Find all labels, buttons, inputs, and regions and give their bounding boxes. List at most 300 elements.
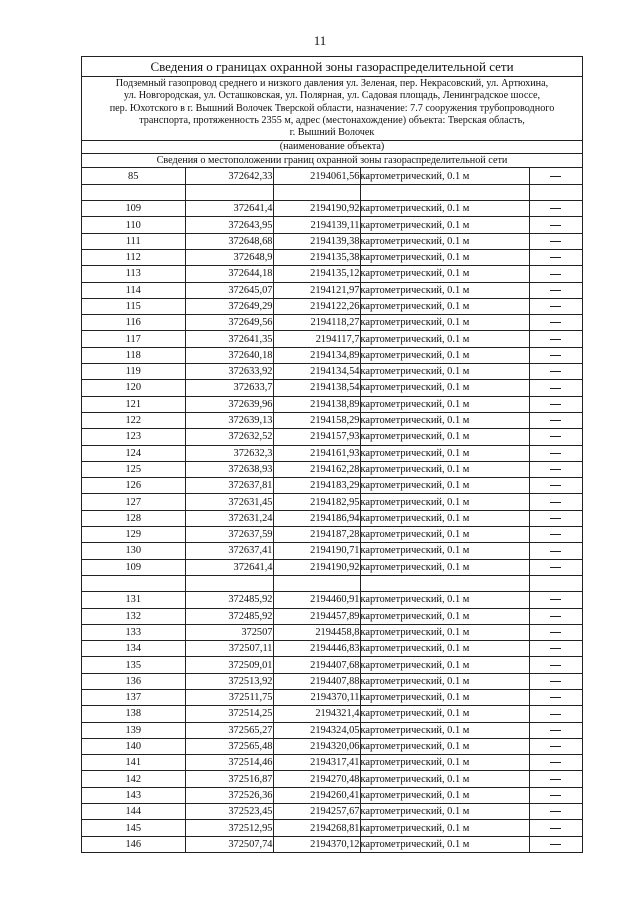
dash-mark — [550, 714, 561, 715]
method-cell: картометрический, 0.1 м — [360, 771, 529, 787]
dash-mark — [550, 534, 561, 535]
y-coordinate-cell: 2194122,26 — [273, 298, 360, 314]
y-coordinate-cell: 2194268,81 — [273, 820, 360, 836]
point-number-cell — [82, 575, 185, 591]
y-coordinate-cell — [273, 184, 360, 200]
y-coordinate-cell: 2194187,28 — [273, 527, 360, 543]
y-coordinate-cell: 2194460,91 — [273, 592, 360, 608]
dash-mark — [550, 844, 561, 845]
dash-mark — [550, 339, 561, 340]
point-number-cell: 142 — [82, 771, 185, 787]
method-cell: картометрический, 0.1 м — [360, 478, 529, 494]
y-coordinate-cell: 2194317,41 — [273, 755, 360, 771]
point-number-cell: 128 — [82, 510, 185, 526]
error-cell — [529, 478, 582, 494]
method-cell: картометрический, 0.1 м — [360, 364, 529, 380]
error-cell — [529, 364, 582, 380]
point-number-cell: 114 — [82, 282, 185, 298]
table-row — [82, 461, 582, 477]
y-coordinate-cell: 2194257,67 — [273, 804, 360, 820]
dash-mark — [550, 257, 561, 258]
x-coordinate-cell: 372641,4 — [185, 559, 273, 575]
method-cell: картометрический, 0.1 м — [360, 706, 529, 722]
error-cell — [529, 689, 582, 705]
point-number-cell: 131 — [82, 592, 185, 608]
object-name-note: (наименование объекта) — [82, 141, 582, 154]
error-cell — [529, 184, 582, 200]
method-cell: картометрический, 0.1 м — [360, 201, 529, 217]
error-cell — [529, 168, 582, 184]
point-number-cell: 122 — [82, 412, 185, 428]
dash-mark — [550, 322, 561, 323]
dash-mark — [550, 436, 561, 437]
method-cell: картометрический, 0.1 м — [360, 266, 529, 282]
method-cell: картометрический, 0.1 м — [360, 445, 529, 461]
y-coordinate-cell: 2194270,48 — [273, 771, 360, 787]
table-row — [82, 820, 582, 836]
table-row — [82, 347, 582, 363]
table-row — [82, 771, 582, 787]
y-coordinate-cell: 2194260,41 — [273, 787, 360, 803]
error-cell — [529, 657, 582, 673]
y-coordinate-cell: 2194118,27 — [273, 315, 360, 331]
x-coordinate-cell: 372637,59 — [185, 527, 273, 543]
x-coordinate-cell: 372507 — [185, 624, 273, 640]
x-coordinate-cell: 372640,18 — [185, 347, 273, 363]
x-coordinate-cell: 372633,7 — [185, 380, 273, 396]
point-number-cell: 137 — [82, 689, 185, 705]
method-cell: картометрический, 0.1 м — [360, 315, 529, 331]
error-cell — [529, 315, 582, 331]
error-cell — [529, 217, 582, 233]
x-coordinate-cell: 372565,48 — [185, 738, 273, 754]
method-cell: картометрический, 0.1 м — [360, 641, 529, 657]
method-cell: картометрический, 0.1 м — [360, 787, 529, 803]
point-number-cell: 133 — [82, 624, 185, 640]
x-coordinate-cell: 372511,75 — [185, 689, 273, 705]
y-coordinate-cell: 2194321,4 — [273, 706, 360, 722]
point-number-cell: 115 — [82, 298, 185, 314]
table-row — [82, 592, 582, 608]
y-coordinate-cell: 2194139,11 — [273, 217, 360, 233]
y-coordinate-cell: 2194117,7 — [273, 331, 360, 347]
y-coordinate-cell: 2194135,12 — [273, 266, 360, 282]
document-title: Сведения о границах охранной зоны газораспределительной сети — [82, 57, 582, 77]
error-cell — [529, 641, 582, 657]
method-cell: картометрический, 0.1 м — [360, 412, 529, 428]
dash-mark — [550, 616, 561, 617]
y-coordinate-cell: 2194139,38 — [273, 233, 360, 249]
point-number-cell: 123 — [82, 429, 185, 445]
point-number-cell: 121 — [82, 396, 185, 412]
dash-mark — [550, 355, 561, 356]
error-cell — [529, 624, 582, 640]
table-row — [82, 804, 582, 820]
method-cell: картометрический, 0.1 м — [360, 249, 529, 265]
dash-mark — [550, 795, 561, 796]
x-coordinate-cell: 372649,29 — [185, 298, 273, 314]
y-coordinate-cell: 2194138,89 — [273, 396, 360, 412]
table-row — [82, 331, 582, 347]
y-coordinate-cell — [273, 575, 360, 591]
table-row — [82, 184, 582, 200]
dash-mark — [550, 306, 561, 307]
method-cell: картометрический, 0.1 м — [360, 396, 529, 412]
error-cell — [529, 331, 582, 347]
point-number-cell: 111 — [82, 233, 185, 249]
method-cell: картометрический, 0.1 м — [360, 429, 529, 445]
dash-mark — [550, 241, 561, 242]
point-number-cell: 109 — [82, 559, 185, 575]
table-row — [82, 396, 582, 412]
x-coordinate-cell: 372514,46 — [185, 755, 273, 771]
point-number-cell: 127 — [82, 494, 185, 510]
x-coordinate-cell: 372641,35 — [185, 331, 273, 347]
point-number-cell: 129 — [82, 527, 185, 543]
point-number-cell: 126 — [82, 478, 185, 494]
y-coordinate-cell: 2194161,93 — [273, 445, 360, 461]
y-coordinate-cell: 2194182,95 — [273, 494, 360, 510]
dash-mark — [550, 176, 561, 177]
x-coordinate-cell: 372648,68 — [185, 233, 273, 249]
error-cell — [529, 233, 582, 249]
method-cell: картометрический, 0.1 м — [360, 608, 529, 624]
table-row — [82, 478, 582, 494]
error-cell — [529, 510, 582, 526]
y-coordinate-cell: 2194138,54 — [273, 380, 360, 396]
x-coordinate-cell: 372514,25 — [185, 706, 273, 722]
point-number-cell: 140 — [82, 738, 185, 754]
dash-mark — [550, 274, 561, 275]
point-number-cell: 110 — [82, 217, 185, 233]
point-number-cell: 119 — [82, 364, 185, 380]
x-coordinate-cell: 372643,95 — [185, 217, 273, 233]
method-cell: картометрический, 0.1 м — [360, 461, 529, 477]
method-cell: картометрический, 0.1 м — [360, 543, 529, 559]
y-coordinate-cell: 2194324,05 — [273, 722, 360, 738]
point-number-cell: 139 — [82, 722, 185, 738]
method-cell: картометрический, 0.1 м — [360, 592, 529, 608]
method-cell: картометрический, 0.1 м — [360, 527, 529, 543]
dash-mark — [550, 567, 561, 568]
y-coordinate-cell: 2194446,83 — [273, 641, 360, 657]
error-cell — [529, 592, 582, 608]
y-coordinate-cell: 2194121,97 — [273, 282, 360, 298]
dash-mark — [550, 632, 561, 633]
error-cell — [529, 755, 582, 771]
y-coordinate-cell: 2194061,56 — [273, 168, 360, 184]
method-cell: картометрический, 0.1 м — [360, 755, 529, 771]
error-cell — [529, 559, 582, 575]
y-coordinate-cell: 2194370,12 — [273, 836, 360, 852]
method-cell: картометрический, 0.1 м — [360, 836, 529, 852]
dash-mark — [550, 290, 561, 291]
table-row — [82, 738, 582, 754]
y-coordinate-cell: 2194457,89 — [273, 608, 360, 624]
dash-mark — [550, 420, 561, 421]
object-description-line: транспорта, протяженность 2355 м, адрес (местонахождение) объекта: Тверская область, — [139, 114, 525, 126]
dash-mark — [550, 681, 561, 682]
error-cell — [529, 706, 582, 722]
method-cell: картометрический, 0.1 м — [360, 738, 529, 754]
method-cell: картометрический, 0.1 м — [360, 820, 529, 836]
error-cell — [529, 787, 582, 803]
object-description — [82, 77, 582, 141]
x-coordinate-cell: 372648,9 — [185, 249, 273, 265]
x-coordinate-cell: 372631,24 — [185, 510, 273, 526]
point-number-cell: 135 — [82, 657, 185, 673]
y-coordinate-cell: 2194407,88 — [273, 673, 360, 689]
error-cell — [529, 804, 582, 820]
dash-mark — [550, 225, 561, 226]
y-coordinate-cell: 2194458,8 — [273, 624, 360, 640]
dash-mark — [550, 828, 561, 829]
dash-mark — [550, 762, 561, 763]
table-row — [82, 364, 582, 380]
dash-mark — [550, 811, 561, 812]
y-coordinate-cell: 2194158,29 — [273, 412, 360, 428]
error-cell — [529, 820, 582, 836]
table-row — [82, 755, 582, 771]
error-cell — [529, 298, 582, 314]
x-coordinate-cell: 372642,33 — [185, 168, 273, 184]
table-row — [82, 201, 582, 217]
point-number-cell: 116 — [82, 315, 185, 331]
y-coordinate-cell: 2194134,89 — [273, 347, 360, 363]
table-row — [82, 641, 582, 657]
y-coordinate-cell: 2194134,54 — [273, 364, 360, 380]
table-row — [82, 608, 582, 624]
x-coordinate-cell: 372526,36 — [185, 787, 273, 803]
method-cell: картометрический, 0.1 м — [360, 673, 529, 689]
y-coordinate-cell: 2194135,38 — [273, 249, 360, 265]
x-coordinate-cell: 372485,92 — [185, 608, 273, 624]
point-number-cell: 145 — [82, 820, 185, 836]
table-row — [82, 266, 582, 282]
dash-mark — [550, 371, 561, 372]
dash-mark — [550, 469, 561, 470]
error-cell — [529, 266, 582, 282]
x-coordinate-cell: 372637,81 — [185, 478, 273, 494]
method-cell — [360, 575, 529, 591]
x-coordinate-cell: 372507,11 — [185, 641, 273, 657]
method-cell — [360, 184, 529, 200]
x-coordinate-cell: 372649,56 — [185, 315, 273, 331]
error-cell — [529, 396, 582, 412]
point-number-cell: 117 — [82, 331, 185, 347]
x-coordinate-cell: 372637,41 — [185, 543, 273, 559]
point-number-cell: 109 — [82, 201, 185, 217]
error-cell — [529, 738, 582, 754]
table-row — [82, 298, 582, 314]
error-cell — [529, 575, 582, 591]
point-number-cell: 112 — [82, 249, 185, 265]
error-cell — [529, 722, 582, 738]
error-cell — [529, 771, 582, 787]
x-coordinate-cell: 372639,13 — [185, 412, 273, 428]
dash-mark — [550, 648, 561, 649]
method-cell: картометрический, 0.1 м — [360, 624, 529, 640]
table-row — [82, 543, 582, 559]
error-cell — [529, 527, 582, 543]
method-cell: картометрический, 0.1 м — [360, 233, 529, 249]
method-cell: картометрический, 0.1 м — [360, 168, 529, 184]
method-cell: картометрический, 0.1 м — [360, 217, 529, 233]
x-coordinate-cell: 372523,45 — [185, 804, 273, 820]
y-coordinate-cell: 2194370,11 — [273, 689, 360, 705]
point-number-cell: 141 — [82, 755, 185, 771]
point-number-cell: 146 — [82, 836, 185, 852]
dash-mark — [550, 518, 561, 519]
point-number-cell: 132 — [82, 608, 185, 624]
table-row — [82, 249, 582, 265]
dash-mark — [550, 779, 561, 780]
point-number-cell: 134 — [82, 641, 185, 657]
x-coordinate-cell: 372641,4 — [185, 201, 273, 217]
method-cell: картометрический, 0.1 м — [360, 494, 529, 510]
point-number-cell: 144 — [82, 804, 185, 820]
dash-mark — [550, 404, 561, 405]
method-cell: картометрический, 0.1 м — [360, 722, 529, 738]
x-coordinate-cell: 372645,07 — [185, 282, 273, 298]
x-coordinate-cell: 372565,27 — [185, 722, 273, 738]
x-coordinate-cell: 372512,95 — [185, 820, 273, 836]
table-row — [82, 559, 582, 575]
dash-mark — [550, 551, 561, 552]
object-description-line: пер. Юхотского в г. Вышний Волочек Тверской области, назначение: 7.7 сооружения трубопроводного — [109, 102, 555, 114]
object-description-line: ул. Новгородская, ул. Осташковская, ул. Полярная, ул. Садовая площадь, Ленинградское шоссе, — [123, 90, 541, 102]
table-row — [82, 429, 582, 445]
table-row — [82, 168, 582, 184]
dash-mark — [550, 208, 561, 209]
table-row — [82, 445, 582, 461]
error-cell — [529, 380, 582, 396]
point-number-cell: 85 — [82, 168, 185, 184]
table-row — [82, 315, 582, 331]
table-row — [82, 527, 582, 543]
table-row — [82, 689, 582, 705]
x-coordinate-cell — [185, 575, 273, 591]
y-coordinate-cell: 2194320,06 — [273, 738, 360, 754]
method-cell: картометрический, 0.1 м — [360, 804, 529, 820]
dash-mark — [550, 502, 561, 503]
table-row — [82, 217, 582, 233]
dash-mark — [550, 746, 561, 747]
table-row — [82, 673, 582, 689]
x-coordinate-cell: 372513,92 — [185, 673, 273, 689]
method-cell: картометрический, 0.1 м — [360, 657, 529, 673]
table-row — [82, 575, 582, 591]
x-coordinate-cell: 372639,96 — [185, 396, 273, 412]
table-row — [82, 282, 582, 298]
point-number-cell: 113 — [82, 266, 185, 282]
method-cell: картометрический, 0.1 м — [360, 559, 529, 575]
boundary-document — [81, 56, 583, 853]
x-coordinate-cell: 372516,87 — [185, 771, 273, 787]
point-number-cell: 120 — [82, 380, 185, 396]
table-row — [82, 787, 582, 803]
method-cell: картометрический, 0.1 м — [360, 347, 529, 363]
x-coordinate-cell: 372507,74 — [185, 836, 273, 852]
point-number-cell: 130 — [82, 543, 185, 559]
x-coordinate-cell: 372631,45 — [185, 494, 273, 510]
x-coordinate-cell: 372638,93 — [185, 461, 273, 477]
x-coordinate-cell: 372632,52 — [185, 429, 273, 445]
point-number-cell: 124 — [82, 445, 185, 461]
table-row — [82, 706, 582, 722]
x-coordinate-cell: 372485,92 — [185, 592, 273, 608]
table-row — [82, 494, 582, 510]
point-number-cell: 143 — [82, 787, 185, 803]
dash-mark — [550, 730, 561, 731]
page-number: 11 — [313, 33, 327, 48]
section-heading: Сведения о местоположении границ охранной зоны газораспределительной сети — [82, 154, 582, 168]
error-cell — [529, 282, 582, 298]
error-cell — [529, 494, 582, 510]
dash-mark — [550, 453, 561, 454]
x-coordinate-cell: 372509,01 — [185, 657, 273, 673]
object-description-line: г. Вышний Волочек — [289, 127, 375, 139]
x-coordinate-cell: 372633,92 — [185, 364, 273, 380]
y-coordinate-cell: 2194186,94 — [273, 510, 360, 526]
method-cell: картометрический, 0.1 м — [360, 380, 529, 396]
table-row — [82, 412, 582, 428]
coordinates-table — [82, 168, 582, 851]
dash-mark — [550, 388, 561, 389]
error-cell — [529, 836, 582, 852]
x-coordinate-cell: 372632,3 — [185, 445, 273, 461]
method-cell: картометрический, 0.1 м — [360, 510, 529, 526]
x-coordinate-cell: 372644,18 — [185, 266, 273, 282]
y-coordinate-cell: 2194183,29 — [273, 478, 360, 494]
table-row — [82, 657, 582, 673]
table-row — [82, 380, 582, 396]
y-coordinate-cell: 2194157,93 — [273, 429, 360, 445]
method-cell: картометрический, 0.1 м — [360, 282, 529, 298]
x-coordinate-cell — [185, 184, 273, 200]
y-coordinate-cell: 2194190,92 — [273, 559, 360, 575]
error-cell — [529, 673, 582, 689]
y-coordinate-cell: 2194190,92 — [273, 201, 360, 217]
dash-mark — [550, 599, 561, 600]
dash-mark — [550, 697, 561, 698]
error-cell — [529, 429, 582, 445]
error-cell — [529, 445, 582, 461]
table-row — [82, 722, 582, 738]
method-cell: картометрический, 0.1 м — [360, 298, 529, 314]
error-cell — [529, 461, 582, 477]
dash-mark — [550, 485, 561, 486]
table-row — [82, 233, 582, 249]
y-coordinate-cell: 2194162,28 — [273, 461, 360, 477]
object-description-line: Подземный газопровод среднего и низкого давления ул. Зеленая, пер. Некрасовский, ул. Артюхина, — [115, 78, 549, 89]
error-cell — [529, 412, 582, 428]
point-number-cell: 136 — [82, 673, 185, 689]
y-coordinate-cell: 2194190,71 — [273, 543, 360, 559]
dash-mark — [550, 665, 561, 666]
y-coordinate-cell: 2194407,68 — [273, 657, 360, 673]
point-number-cell — [82, 184, 185, 200]
point-number-cell: 125 — [82, 461, 185, 477]
table-row — [82, 510, 582, 526]
method-cell: картометрический, 0.1 м — [360, 331, 529, 347]
method-cell: картометрический, 0.1 м — [360, 689, 529, 705]
error-cell — [529, 249, 582, 265]
error-cell — [529, 543, 582, 559]
point-number-cell: 138 — [82, 706, 185, 722]
coordinates-table-body — [82, 168, 582, 851]
error-cell — [529, 201, 582, 217]
